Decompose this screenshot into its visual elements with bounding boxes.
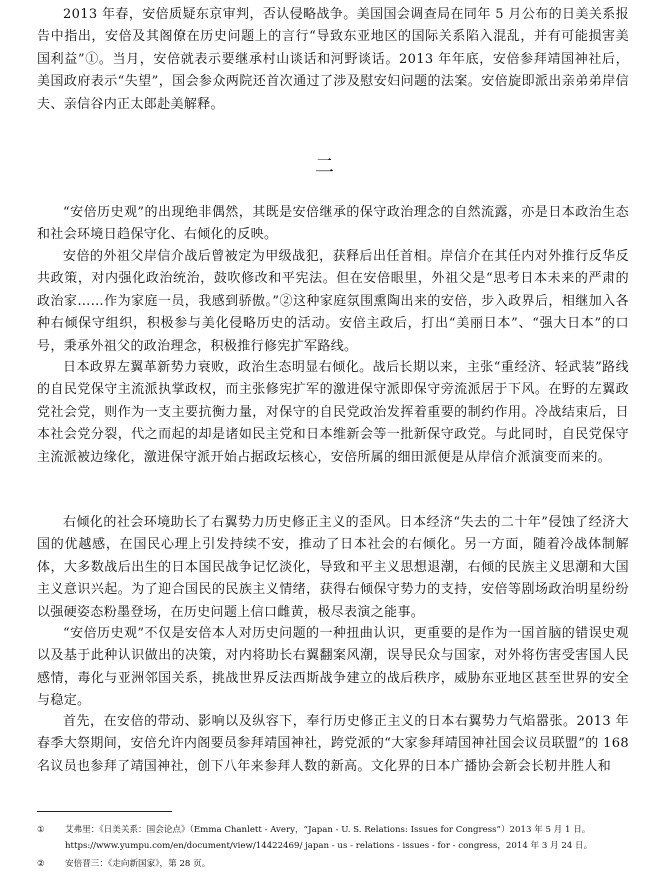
footnote-divider (37, 811, 172, 812)
paragraph-abe-historical-view: “安倍历史观”的出现绝非偶然，其既是安倍继承的保守政治理念的自然流露，亦是日本政治生态和社会环境日趋保守化、右倾化的反映。 (37, 205, 629, 243)
footnote-2 (37, 856, 637, 872)
footnote-1 (37, 822, 637, 854)
paragraph-first-point: 首先，在安倍的带动、影响以及纵容下，奉行历史修正主义的日本右翼势力气焰嚣张。2013 年春季大祭期间，安倍允许内阁要员参拜靖国神社，跨党派的“大家参拜靖国神社国会议员联盟”的 168 名议员也参拜了靖国神社，创下八年来参拜人数的新高。文化界的日本广播协会新会长籾井胜人和 (37, 714, 629, 774)
footnote-1-text: 艾弗里：《日美关系：国会论点》（Emma Chanlett - Avery，“Japan - U. S. Relations: Issues for Congress”）2013 年 5 月 1 日。 (65, 825, 591, 835)
footnote-2-mark: ② (37, 859, 45, 869)
paragraph-consequences: “安倍历史观”不仅是安倍本人对历史问题的一种扭曲认识，更重要的是作为一国首脑的错误史观以及基于此种认识做出的决策，对内将助长右翼翻案风潮，误导民众与国家，对外将伤害受害国人民感情，毒化与亚洲邻国关系，挑战世界反法西斯战争建立的战后秩序，威胁东亚地区甚至世界的安全与稳定。 (37, 626, 629, 709)
footnote-2-text: 安倍晋三：《走向新国家》，第 28 页。 (65, 859, 211, 869)
paragraph-us-japan-relations: 2013 年春，安倍质疑东京审判，否认侵略战争。美国国会调查局在同年 5 月公布的日美关系报告中指出，安倍及其阁僚在历史问题上的言行“导致东亚地区的国际关系陷入混乱，并有可能损害美国利益”①。当月，安倍就表示要继承村山谈话和河野谈话。2013 年年底，安倍参拜靖国神社后，美国政府表示“失望”，国会参众两院还首次通过了涉及慰安妇问题的法案。安倍旋即派出亲弟弟岸信夫、亲信谷内正太郎赴美解释。 (37, 7, 629, 112)
section-number: 二 (314, 155, 336, 177)
paragraph-social-environment: 右倾化的社会环境助长了右翼势力历史修正主义的歪风。日本经济“失去的二十年”侵蚀了经济大国的优越感，在国民心理上引发持续不安，推动了日本社会的右倾化。另一方面，随着冷战体制解体，大多数战后出生的日本国民战争记忆淡化，导致和平主义思想退潮，右倾的民族主义思潮和大国主义意识兴起。为了迎合国民的民族主义情绪，获得右倾保守势力的支持，安倍等剧场政治明星纷纷以强硬姿态粉墨登场，在历史问题上信口雌黄，极尽表演之能事。 (37, 515, 629, 620)
paragraph-political-rightward-shift: 日本政界左翼革新势力衰败，政治生态明显右倾化。战后长期以来，主张“重经济、轻武装”路线的自民党保守主流派执掌政权，而主张修宪扩军的激进保守派即保守旁流派居于下风。在野的左翼政党社会党，则作为一支主要抗衡力量，对保守的自民党政治发挥着重要的制约作用。冷战结束后，日本社会党分裂，代之而起的却是诸如民主党和日本维新会等一批新保守政党。与此同时，自民党保守主流派被边缘化，激进保守派开始占据政坛核心，安倍所属的细田派便是从岸信介派演变而来的。 (37, 360, 629, 465)
footnote-1-mark: ① (37, 825, 45, 835)
footnote-1-url: https://www.yumpu.com/en/document/view/14422469/ japan - us - relations - issues - for - congress，2014 年 3 月 24 日。 (65, 841, 593, 851)
paragraph-grandfather-kishi: 安倍的外祖父岸信介战后曾被定为甲级战犯，获释后出任首相。岸信介在其任内对外推行反华反共政策，对内强化政治统治，鼓吹修改和平宪法。但在安倍眼里，外祖父是“思考日本未来的严肃的政治家……作为家庭一员，我感到骄傲。”②这种家庭氛围熏陶出来的安倍，步入政界后，相继加入各种右倾保守组织，积极参与美化侵略历史的活动。安倍主政后，打出“美丽日本”、“强大日本”的口号，秉承外祖父的政治理念，积极推行修宪扩军路线。 (37, 249, 629, 354)
